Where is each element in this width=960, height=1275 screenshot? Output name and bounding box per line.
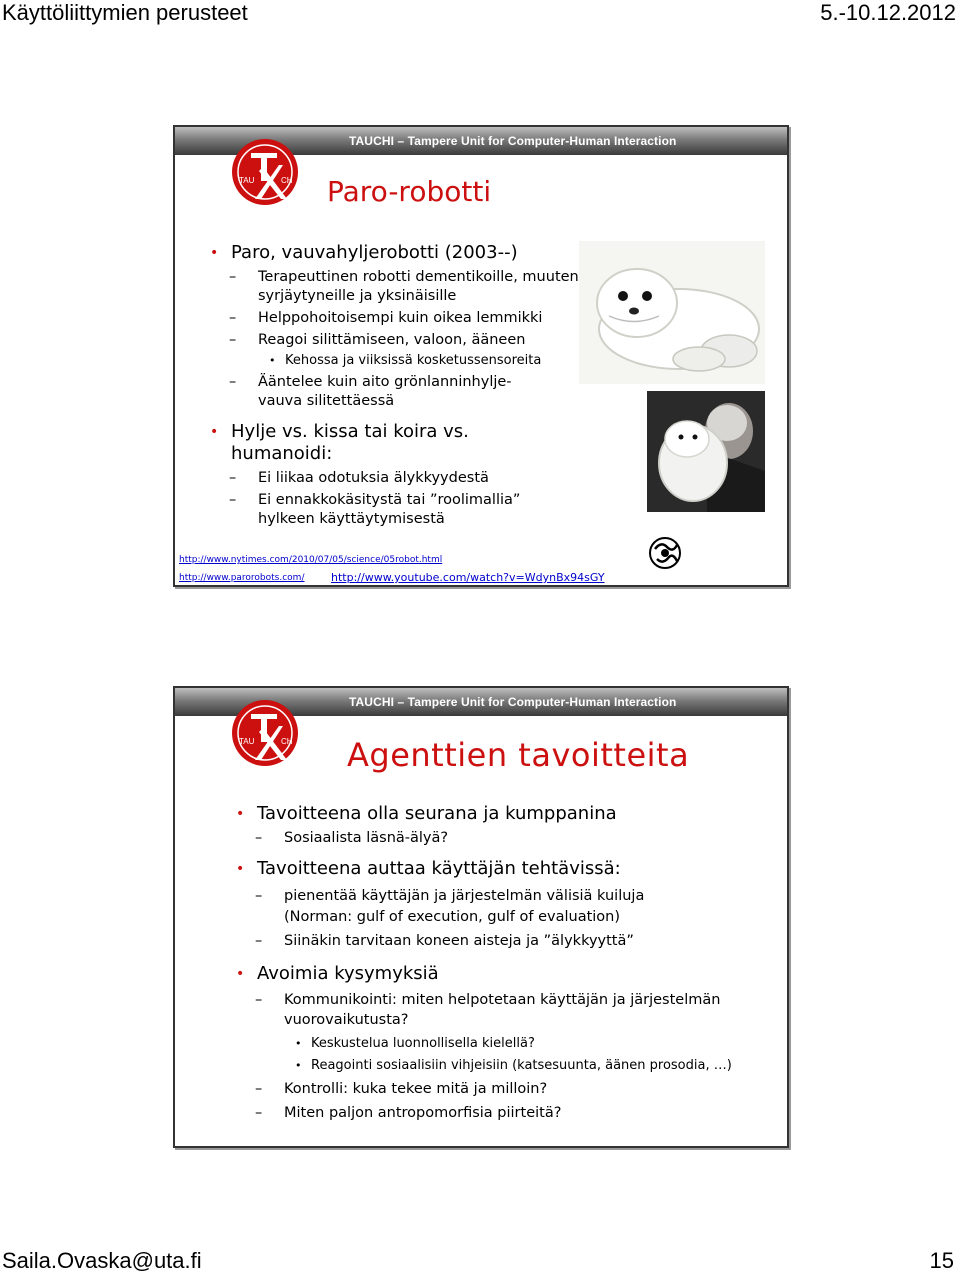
bullet-l1: • Hylje vs. kissa tai koira vs. humanoidi: xyxy=(207,421,481,465)
bullet-l2: – Helppohoitoisempi kuin oikea lemmikki xyxy=(207,309,579,328)
bullet-l2: – Reagoi silittämiseen, valoon, ääneen xyxy=(207,331,579,350)
bullet-l2: – Ei ennakkokäsitystä tai ”roolimallia” hylkeen käyttäytymisestä xyxy=(207,491,548,529)
logo-text-tau: TAU xyxy=(239,737,255,746)
banner-text: TAUCHI – Tampere Unit for Computer-Human Interaction xyxy=(349,134,677,148)
tauchi-logo-icon xyxy=(229,137,301,207)
bullet-l2: – Sosiaalista läsnä-älyä? xyxy=(233,829,773,848)
bullet-l3: • Keskustelua luonnollisella kielellä? xyxy=(233,1035,773,1053)
bullet-l2: – Miten paljon antropomorfisia piirteitä? xyxy=(233,1104,773,1123)
bullet-l2: – Siinäkin tarvitaan koneen aisteja ja ”älykkyyttä” xyxy=(233,932,773,951)
page-footer-page-number: 15 xyxy=(929,1248,954,1273)
bullet-l1: • Tavoitteena olla seurana ja kumppanina xyxy=(233,803,773,825)
bullet-l2: – Ääntelee kuin aito grönlanninhylje-vauva silitettäessä xyxy=(207,373,518,411)
logo-text-tau: TAU xyxy=(239,176,255,185)
paro-seal-photo xyxy=(579,241,765,384)
slide-paro-robotti xyxy=(173,125,789,587)
banner-text: TAUCHI – Tampere Unit for Computer-Human Interaction xyxy=(349,695,677,709)
slide2-bullet-list xyxy=(233,803,773,1123)
parorobots-link[interactable]: http://www.parorobots.com/ xyxy=(179,573,305,583)
slide-title: Agenttien tavoitteita xyxy=(347,736,690,774)
slide-agenttien-tavoitteita xyxy=(173,686,789,1148)
nytimes-link[interactable]: http://www.nytimes.com/2010/07/05/science/05robot.html xyxy=(179,555,443,565)
logo-text-ch: CH xyxy=(281,176,293,185)
logo-text-ch: CH xyxy=(281,737,293,746)
page-header-date: 5.-10.12.2012 xyxy=(820,0,956,25)
bullet-l2: – Terapeuttinen robotti dementikoille, muuten syrjäytyneille ja yksinäisille xyxy=(207,268,579,306)
bullet-l1: • Tavoitteena auttaa käyttäjän tehtävissä: xyxy=(233,858,773,880)
slide-title: Paro-robotti xyxy=(327,175,492,208)
tauchi-logo-icon xyxy=(229,698,301,768)
elderly-hugging-paro-photo xyxy=(647,391,765,512)
bullet-l3: • Reagointi sosiaalisiin vihjeisiin (katsesuunta, äänen prosodia, …) xyxy=(233,1057,773,1075)
page-footer-email: Saila.Ovaska@uta.fi xyxy=(2,1248,202,1273)
bullet-l2: – pienentää käyttäjän ja järjestelmän välisiä kuiluja (Norman: gulf of execution, gulf of evaluation) xyxy=(233,886,704,928)
page-header-course-title: Käyttöliittymien perusteet xyxy=(2,0,248,25)
bullet-l2: – Kommunikointi: miten helpotetaan käyttäjän ja järjestelmän vuorovaikutusta? xyxy=(233,990,773,1030)
bullet-l2: – Kontrolli: kuka tekee mitä ja milloin? xyxy=(233,1080,773,1099)
bullet-l1: • Avoimia kysymyksiä xyxy=(233,963,773,985)
small-emblem-icon xyxy=(647,535,683,571)
slide1-bullet-list xyxy=(207,242,579,529)
youtube-link[interactable]: http://www.youtube.com/watch?v=WdynBx94sGY xyxy=(331,571,605,584)
bullet-l2: – Ei liikaa odotuksia älykkyydestä xyxy=(207,469,579,488)
bullet-l3: • Kehossa ja viiksissä kosketussensoreita xyxy=(207,352,579,370)
bullet-l1: • Paro, vauvahyljerobotti (2003--) xyxy=(207,242,579,264)
